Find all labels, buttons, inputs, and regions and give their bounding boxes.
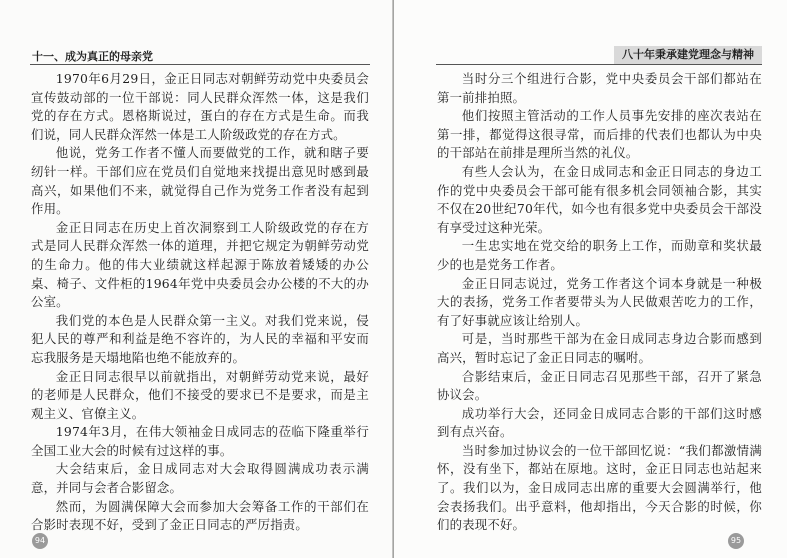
right-paragraph: 当时参加过协议会的一位干部回忆说：“我们都激情满怀，没有坐下，都站在原地。这时，金正日同志也站起来了。我们以为，金日成同志出席的重要大会圆满举行，他会表扬我们。出乎意料，他却指出，今天合影的时候，你们的表现不好。 [437,442,762,533]
left-page-number: 94 [32,533,48,549]
left-paragraph: 金正日同志很早以前就指出，对朝鲜劳动党来说，最好的老师是人民群众，他们不接受的要求已不是要求，而是主观主义、官僚主义。 [31,368,369,421]
right-page [394,0,787,558]
right-paragraph: 金正日同志说过，党务工作者这个词本身就是一种极大的表扬，党务工作者要带头为人民做艰苦吃力的工作，有了好事就应该让给别人。 [437,275,762,328]
right-header-title: 八十年秉承建党理念与精神 [614,46,762,64]
left-page [0,0,393,558]
left-paragraph: 金正日同志在历史上首次洞察到工人阶级政党的存在方式是同人民群众浑然一体的道理，并把它规定为朝鲜劳动党的生命力。他的伟大业绩就这样起源于陈放着矮矮的办公桌、椅子、文件柜的1964年党中央委员会办公楼的不大的办公室。 [31,219,369,310]
right-paragraph: 合影结束后，金正日同志召见那些干部，召开了紧急协议会。 [437,368,762,403]
left-running-header [30,46,370,65]
right-page-number: 95 [728,533,744,549]
right-running-header [436,46,762,65]
left-paragraph: 他说，党务工作者不懂人而要做党的工作，就和瞎子要纫针一样。干部们应在党员们自觉地来找提出意见时感到最高兴，如果他们不来，就觉得自己作为党务工作者没有起到作用。 [31,145,369,217]
left-paragraph: 1970年6月29日，金正日同志对朝鲜劳动党中央委员会宣传鼓动部的一位干部说：同人民群众浑然一体，这是我们党的存在方式。恩格斯说过，蛋白的存在方式是生命。而我们说，同人民群众浑然一体是工人阶级政党的存在方式。 [31,71,369,142]
right-paragraph: 可是，当时那些干部为在金日成同志身边合影而感到高兴，暂时忘记了金正日同志的嘱咐。 [437,331,762,365]
right-paragraph: 成功举行大会，还同金日成同志合影的干部们这时感到有点兴奋。 [437,405,762,440]
right-paragraph: 一生忠实地在党交给的职务上工作，而勋章和奖状最少的也是党务工作者。 [437,238,762,272]
left-paragraph: 我们党的本色是人民群众第一主义。对我们党来说，侵犯人民的尊严和利益是绝不容许的，为人民的幸福和平安而忘我服务是天塌地陷也绝不能放弃的。 [31,312,369,365]
left-paragraph: 1974年3月，在伟大领袖金日成同志的莅临下隆重举行全国工业大会的时候有过这样的事。 [31,424,369,458]
left-paragraph: 然而，为圆满保障大会而参加大会筹备工作的干部们在合影时表现不好，受到了金正日同志的严厉指责。 [31,498,369,533]
right-paragraph: 有些人会认为，在金日成同志和金正日同志的身边工作的党中央委员会干部可能有很多机会同领袖合影，其实不仅在20世纪70年代，如今也有很多党中央委员会干部没有享受过这种光荣。 [437,163,762,235]
left-page-body [31,70,369,535]
right-paragraph: 当时分三个组进行合影，党中央委员会干部们都站在第一前排拍照。 [437,71,762,105]
right-page-body [437,70,762,535]
right-paragraph: 他们按照主管活动的工作人员事先安排的座次表站在第一排，都觉得这很寻常，而后排的代表们也都认为中央的干部站在前排是理所当然的礼仪。 [437,108,762,161]
left-header-title: 十一、成为真正的母亲党 [32,50,153,63]
left-paragraph: 大会结束后，金日成同志对大会取得圆满成功表示满意，并同与会者合影留念。 [31,461,369,496]
